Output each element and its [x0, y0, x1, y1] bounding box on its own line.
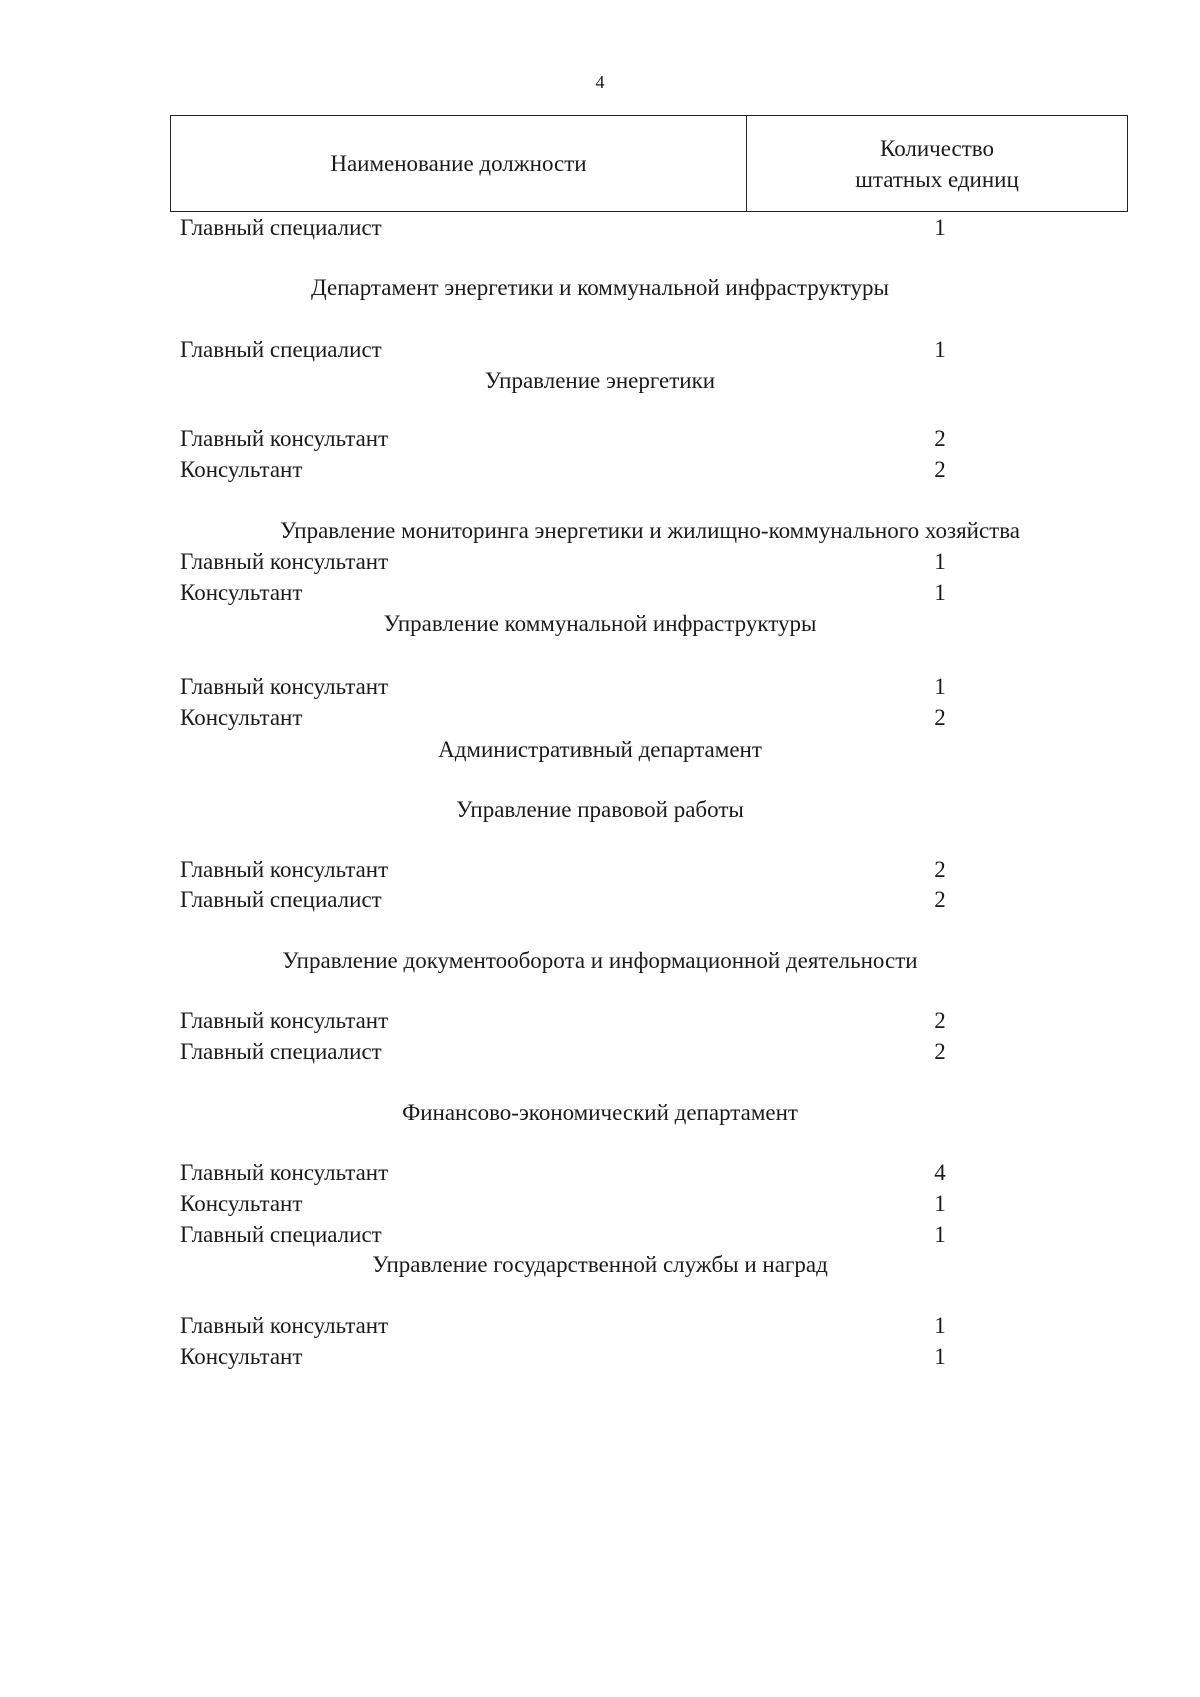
position-name: Главный консультант — [180, 549, 389, 574]
position-name: Консультант — [180, 457, 303, 482]
staff-count: 2 — [934, 857, 946, 882]
header-staff-count — [747, 116, 1127, 211]
position-name: Главный консультант — [180, 857, 389, 882]
table-row — [180, 424, 946, 454]
position-name: Главный специалист — [180, 1039, 382, 1064]
section-heading: Управление правовой работы — [456, 797, 744, 822]
table-row — [180, 1189, 946, 1219]
staff-count: 1 — [934, 1191, 946, 1216]
staff-count: 2 — [934, 887, 946, 912]
table-row — [180, 1220, 946, 1250]
table-row — [180, 1006, 946, 1036]
table-row — [180, 455, 946, 485]
table-row — [180, 1037, 946, 1067]
table-row — [180, 213, 946, 243]
position-name: Главный консультант — [180, 426, 389, 451]
table-header — [170, 115, 1128, 212]
staff-count: 2 — [934, 705, 946, 730]
staff-count: 1 — [934, 337, 946, 362]
header-count-label — [837, 133, 1037, 195]
staff-count: 2 — [934, 457, 946, 482]
position-name: Консультант — [180, 1191, 303, 1216]
position-name: Главный специалист — [180, 215, 382, 240]
table-row — [180, 1158, 946, 1188]
section-heading: Департамент энергетики и коммунальной инфраструктуры — [311, 275, 889, 300]
staff-count: 2 — [934, 426, 946, 451]
staff-count: 1 — [934, 1313, 946, 1338]
table-row — [180, 1311, 946, 1341]
staff-count: 1 — [934, 674, 946, 699]
position-name: Главный специалист — [180, 337, 382, 362]
section-heading: Управление мониторинга энергетики и жилищно-коммунального хозяйства — [280, 518, 1020, 543]
position-name: Главный специалист — [180, 887, 382, 912]
section-heading: Финансово-экономический департамент — [402, 1100, 798, 1125]
position-name: Консультант — [180, 580, 303, 605]
staff-count: 1 — [934, 580, 946, 605]
position-name: Главный консультант — [180, 674, 389, 699]
header-position-label: Наименование должности — [330, 151, 587, 176]
section-heading: Управление коммунальной инфраструктуры — [383, 611, 817, 636]
staff-count: 4 — [934, 1160, 946, 1185]
section-heading: Управление энергетики — [484, 368, 716, 393]
staff-count: 1 — [934, 1344, 946, 1369]
page-number: 4 — [595, 72, 605, 92]
section-heading: Административный департамент — [438, 737, 762, 762]
header-count-line2: штатных единиц — [855, 166, 1019, 192]
table-row — [180, 335, 946, 365]
staff-count: 2 — [934, 1008, 946, 1033]
staff-count: 1 — [934, 215, 946, 240]
staff-count: 1 — [934, 1222, 946, 1247]
table-row — [180, 703, 946, 733]
position-name: Консультант — [180, 705, 303, 730]
table-row — [180, 1342, 946, 1372]
section-heading: Управление государственной службы и наград — [372, 1252, 828, 1277]
position-name: Главный консультант — [180, 1160, 389, 1185]
table-row — [180, 885, 946, 915]
staff-count: 1 — [934, 549, 946, 574]
position-name: Консультант — [180, 1344, 303, 1369]
header-position-name — [171, 116, 747, 211]
section-heading: Управление документооборота и информационной деятельности — [282, 948, 918, 973]
position-name: Главный консультант — [180, 1008, 389, 1033]
staff-count: 2 — [934, 1039, 946, 1064]
table-row — [180, 672, 946, 702]
position-name: Главный специалист — [180, 1222, 382, 1247]
position-name: Главный консультант — [180, 1313, 389, 1338]
table-row — [180, 578, 946, 608]
table-row — [180, 855, 946, 885]
table-row — [180, 547, 946, 577]
header-count-line1: Количество — [880, 135, 994, 161]
